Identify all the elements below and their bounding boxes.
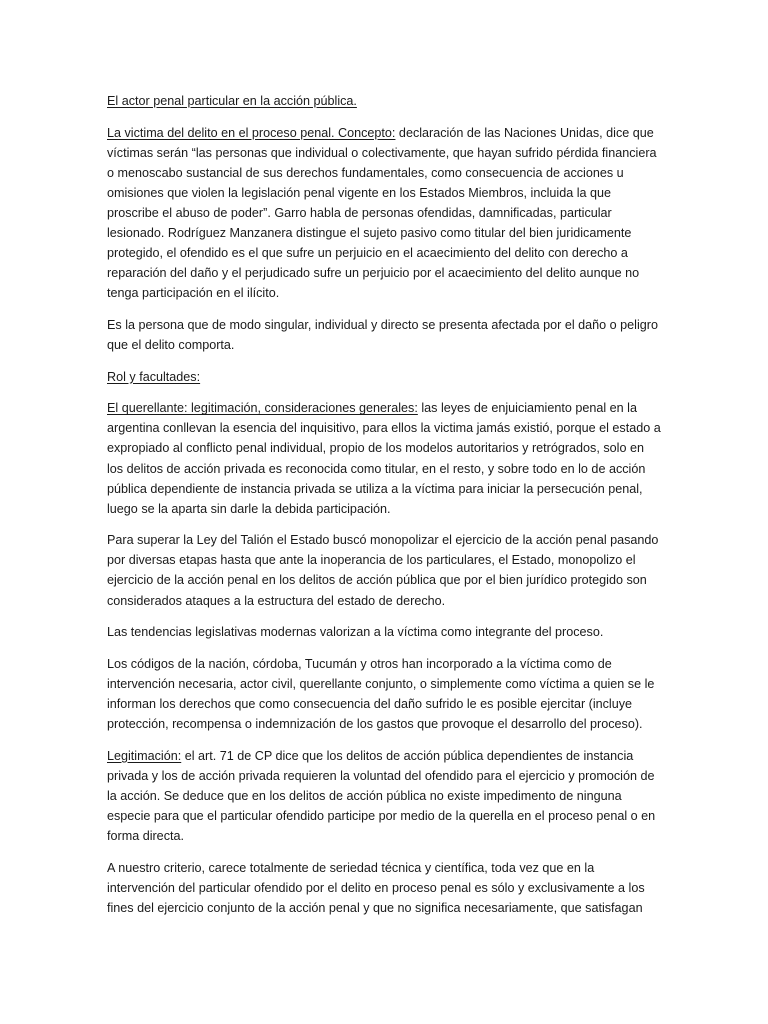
section-heading-victima: La victima del delito en el proceso penal. Concepto: [107, 125, 396, 140]
paragraph-rol [107, 367, 662, 387]
paragraph-text: las leyes de enjuiciamiento penal en la argentina conllevan la esencia del inquisitivo, para ellos la victima jamás existió, porque el estado a expropiado al conflicto penal individual, propio de los modelos autoritarios y retrógrados, solo en los delitos de acción privada es reconocida como titular, en el resto, y sobre todo en lo de acción pública dependiente de instancia privada se utiliza a la víctima para iniciar la persecución penal, luego se la aparta sin darle la debida participación. [107, 401, 661, 516]
document-body [107, 91, 662, 929]
document-title [107, 91, 662, 111]
paragraph-tendencias: Las tendencias legislativas modernas valorizan a la víctima como integrante del proceso. [107, 625, 604, 640]
section-heading-querellante: El querellante: legitimación, consideraciones generales: [107, 401, 418, 416]
section-heading-legitimacion: Legitimación: [107, 748, 182, 763]
paragraph-legitimacion [107, 746, 662, 846]
paragraph-criterio: A nuestro criterio, carece totalmente de seriedad técnica y científica, toda vez que en la intervención del particular ofendido por el delito en proceso penal es sólo y exclusivamente a los fines del ejercicio conjunto de la acción penal y que no significa necesariamente, que satisfagan [107, 860, 645, 915]
paragraph-codigos: Los códigos de la nación, córdoba, Tucumán y otros han incorporado a la víctima como de intervención necesaria, actor civil, querellante conjunto, o simplemente como víctima a quien se le informan los derechos que como consecuencia del daño sufrido le es posible ejercitar (incluye protección, recompensa o indemnización de los gastos que provoque el desarrollo del proceso). [107, 656, 655, 732]
section-heading-rol: Rol y facultades: [107, 369, 201, 384]
title-text: El actor penal particular en la acción pública. [107, 94, 357, 108]
paragraph-victima [107, 123, 662, 304]
paragraph-querellante [107, 398, 662, 519]
paragraph-text: el art. 71 de CP dice que los delitos de acción pública dependientes de instancia privada y los de acción privada requieren la voluntad del ofendido para el ejercicio y promoción de la acción. Se deduce que en los delitos de acción pública no existe impedimento de ninguna especie para que el particular ofendido participe por medio de la querella en el proceso penal o en forma directa. [107, 748, 656, 843]
paragraph-persona: Es la persona que de modo singular, individual y directo se presenta afectada por el daño o peligro que el delito comporta. [107, 317, 658, 353]
paragraph-talion: Para superar la Ley del Talión el Estado buscó monopolizar el ejercicio de la acción penal pasando por diversas etapas hasta que ante la inoperancia de los particulares, el Estado, monopolizo el ejercicio de la acción penal en los delitos de acción pública que por el bien jurídico protegido son considerados ataques a la estructura del estado de derecho. [107, 533, 659, 608]
paragraph-text: declaración de las Naciones Unidas, dice que víctimas serán “las personas que individual o colectivamente, que hayan sufrido pérdida financiera o menoscabo sustancial de sus derechos fundamentales, como consecuencia de acciones u omisiones que violen la legislación penal vigente en los Estados Miembros, incluida la que proscribe el abuso de poder”. Garro habla de personas ofendidas, damnificadas, particular lesionado. Rodríguez Manzanera distingue el sujeto pasivo como titular del bien juridicamente protegido, el ofendido es el que sufre un perjuicio en el acaecimiento del delito con derecho a reparación del daño y el perjudicado sufre un perjuicio por el acaecimiento del delito aunque no tenga participación en el ilícito. [107, 125, 657, 301]
